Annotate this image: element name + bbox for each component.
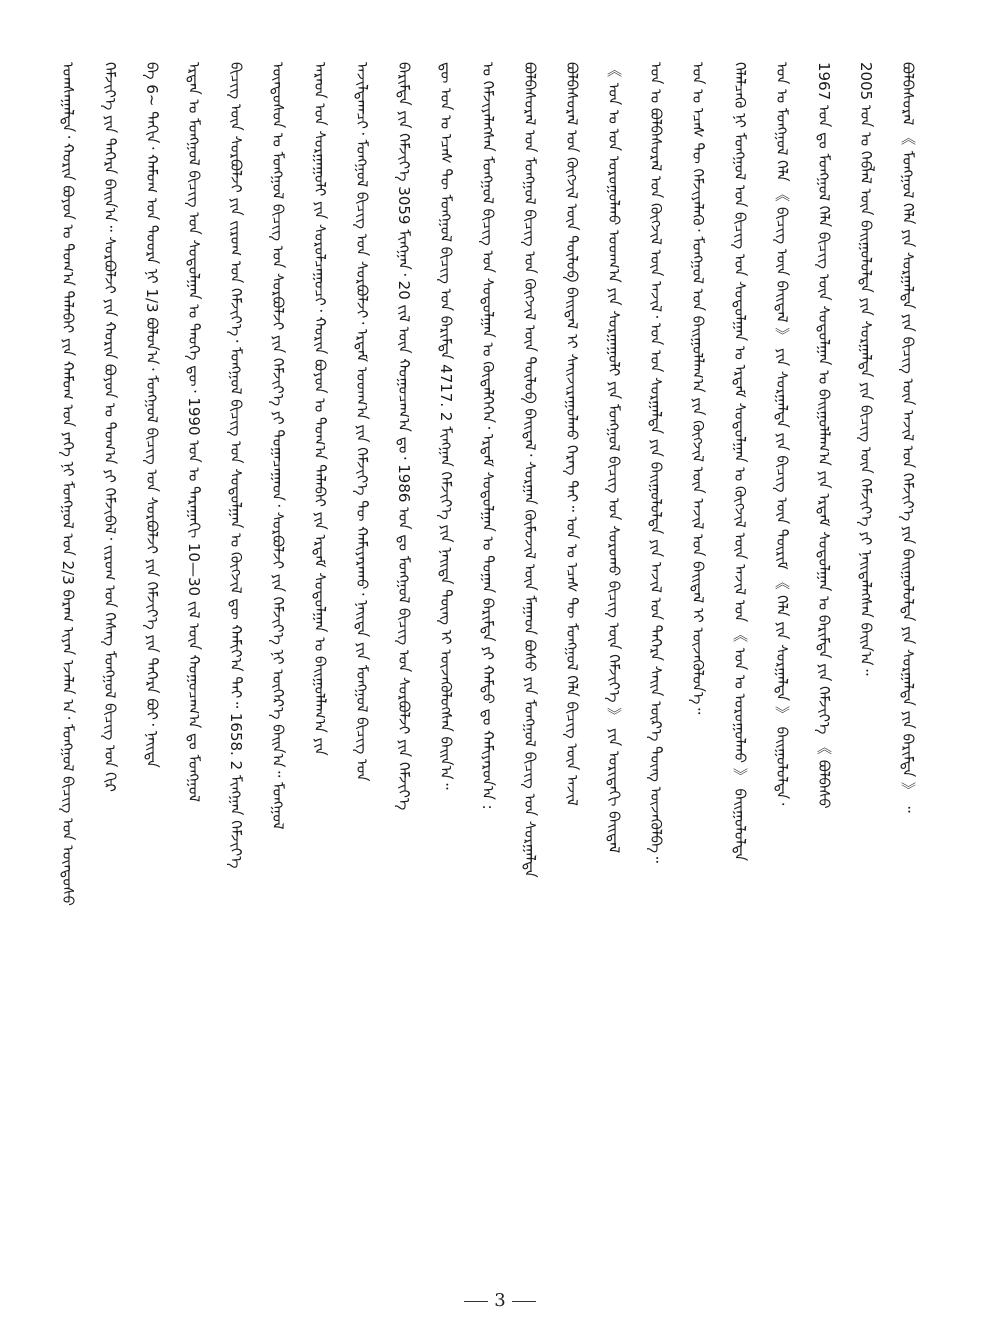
column-text: ᠦᠨᠳᠦᠰᠦᠨ ᠤ ᠮᠣᠩᠭᠣᠯ ᠪᠢᠴᠢᠭ ᠤᠨ ᠰᠣᠷᠪᠣᠯᠵᠢ ᠶᠢᠨ ᠬᠡᠮᠵᠢᠶ᠎ᠡ ᠶᠢ ᠲᠣᠭᠠᠴᠠᠭᠠᠳ᠂ ᠰᠣᠷᠪᠣᠯᠵᠢ ᠶᠢᠨ ᠬᠡᠮᠵᠢᠶ᠎ᠡ ᠨᠢ ᠥᠭᠡᠷ᠎ᠡ ᠪᠠᠢᠨ᠎ᠠ᠃ ᠮᠣᠩᠭᠣᠯ bbox=[269, 62, 287, 830]
page-number-value: 3 bbox=[494, 1290, 506, 1311]
text-column-8 bbox=[352, 62, 374, 1312]
column-text: 2005 ᠣᠨ ᠤ ᠬᠡᠪᠯᠡᠯ ᠦᠨ ᠪᠠᠢᠭᠤᠯᠤᠯᠲᠠ ᠶᠢᠨ ᠰᠤᠷᠭᠠᠯᠲᠠ ᠶᠢᠨ ᠪᠢᠴᠢᠭ ᠦᠨ ᠬᠡᠮᠵᠢᠶ᠎ᠡ ᠶᠢ ᠨᠡᠢᠲᠡᠯᠡᠭᠰᠡᠨ ᠪᠠᠢᠨ᠎ᠠ᠃ bbox=[857, 62, 875, 676]
text-column-20 bbox=[856, 62, 878, 1312]
text-column-12 bbox=[520, 62, 542, 1312]
text-column-14 bbox=[604, 62, 626, 1312]
text-column-4 bbox=[184, 62, 206, 1312]
text-column-2 bbox=[100, 62, 122, 1312]
text-column-6 bbox=[268, 62, 290, 1312]
column-text: ᠪᠣᠯᠪᠠᠰᠤᠷᠠᠯ ᠤᠨ ᠬᠥᠭᠵᠢᠯ ᠦᠨ ᠲᠦᠯᠦᠪ ᠪᠠᠢᠳᠠᠯ ᠢ ᠰᠠᠢᠵᠢᠷᠠᠭᠤᠯᠬᠤ ᠬᠡᠷᠡᠭ ᠲᠡᠢ᠃ ᠣᠨ ᠤ ᠡᠴᠡᠰ ᠲᠦ ᠮᠣᠩᠭᠣᠯ ᠬᠡᠯᠡ ᠪᠢᠴᠢᠭ ᠦᠨ ᠠᠵᠢᠯ bbox=[563, 62, 581, 806]
column-text: ᠠᠷᠠᠳ ᠤᠨ ᠰᠤᠷᠭᠠᠭᠤᠯᠢ ᠶᠢᠨ ᠰᠤᠷᠤᠯᠴᠠᠭᠤᠴᠢ᠂ ᠬᠣᠷᠢᠨ ᠪᠣᠶᠣᠨ ᠤ ᠲᠣᠭ᠎ᠠ ᠲᠠᠯᠠᠪᠠᠢ ᠶᠢᠨ ᠡᠷᠳᠡᠮ ᠰᠤᠳᠤᠯᠭᠠᠨ ᠤ ᠪᠠᠢᠭᠤᠯᠯᠠᠭ᠎ᠠ ᠶᠢᠨ bbox=[311, 62, 329, 756]
column-text: ᠪᠠᠷᠢᠮᠲᠠ ᠶᠢᠨ ᠬᠡᠮᠵᠢᠶ᠎ᠡ 3059 ᠮᠢᠩᠭᠠᠨ᠂ 20 ᠵᠢᠯ ᠦᠨ ᠬᠤᠭᠤᠴᠠᠭ᠎ᠠ ᠳᠤ᠂ 1986 ᠣᠨ ᠳᠤ ᠮᠣᠩᠭᠣᠯ ᠪᠢᠴᠢᠭ ᠤᠨ ᠰᠣᠷᠪᠣᠯᠵᠢ ᠶᠢᠨ ᠬᠡᠮᠵᠢᠶ᠎ᠡ bbox=[395, 62, 413, 811]
column-text: ᠪᠢᠴᠢᠭ ᠦᠨ ᠰᠣᠷᠪᠣᠯᠵᠢ ᠶᠢᠨ ᠵᠢᠷᠤᠭ ᠤᠨ ᠬᠡᠮᠵᠢᠶ᠎ᠡ᠂ ᠮᠣᠩᠭᠣᠯ ᠪᠢᠴᠢᠭ ᠤᠨ ᠰᠤᠳᠤᠯᠭᠠᠨ ᠤ ᠬᠥᠭᠵᠢᠯ ᠳᠦ ᠬᠠᠮᠢᠶ᠎ᠠ ᠲᠠᠢ᠃ 1658. 2 ᠮᠢᠩᠭᠠᠨ ᠬᠡᠮᠵᠢᠶ᠎ᠡ bbox=[227, 62, 245, 869]
column-text: ᠣᠨ ᠤ ᠡᠴᠡᠰ ᠲᠦ ᠬᠡᠮᠵᠢᠶᠡᠯᠡᠬᠦ᠂ ᠮᠣᠩᠭᠣᠯ ᠤᠨ ᠪᠠᠢᠭᠤᠯᠯᠠᠭ᠎ᠠ ᠶᠢᠨ ᠬᠥᠭᠵᠢᠯ ᠦᠨ ᠠᠵᠢᠯ ᠤᠨ ᠪᠠᠢᠳᠠᠯ ᠢ ᠦᠵᠡᠭᠦᠯᠦᠨ᠎ᠡ᠃ bbox=[689, 62, 707, 715]
page-number bbox=[450, 1290, 550, 1311]
column-text: ᠪᠠ 6~ ᠳᠠᠬᠢᠨ᠂ ᠬᠠᠮᠤᠭ ᠤᠨ ᠳᠣᠣᠷᠠ ᠨᠢ 1/3 ᠪᠣᠯᠤᠨ᠎ᠠ᠂ ᠮᠣᠩᠭᠣᠯ ᠪᠢᠴᠢᠭ ᠤᠨ ᠰᠣᠷᠪᠣᠯᠵᠢ ᠶᠢᠨ ᠬᠡᠮᠵᠢᠶ᠎ᠡ ᠶᠢᠨ ᠳᠡᠭᠡᠷᠡ ᠪᠤᠢ᠂ ᠨᠡᠢᠲᠡ bbox=[143, 62, 161, 768]
column-text: 《 ᠤᠨ ᠤ ᠣᠨ ᠣᠷᠣᠭᠤᠯᠬᠤ ᠤᠳᠬ᠎ᠠ ᠶᠢᠨ ᠰᠤᠷᠭᠠᠭᠤᠯᠢ ᠶᠢᠨ ᠮᠣᠩᠭᠣᠯ ᠪᠢᠴᠢᠭ ᠤᠨ ᠰᠤᠷᠤᠬᠤ ᠪᠢᠴᠢᠭ ᠦᠨ ᠬᠡᠮᠵᠢᠶ᠎ᠡ 》 ᠶᠢᠨ ᠤᠷᠢᠳᠠᠬᠢ ᠪᠠᠢᠳᠠᠯ bbox=[605, 62, 623, 854]
column-text: ᠠᠵᠢᠯᠳᠠᠭᠴᠢ᠂ ᠮᠣᠩᠭᠣᠯ ᠪᠢᠴᠢᠭ ᠤᠨ ᠰᠣᠷᠪᠣᠯᠵᠢ᠂ ᠡᠷᠳᠡᠮ ᠤᠳᠬ᠎ᠠ ᠶᠢᠨ ᠬᠡᠮᠵᠢᠶ᠎ᠡ ᠲᠦ ᠬᠠᠮᠢᠶᠠᠷᠠᠬᠤ᠂ ᠨᠡᠢᠲᠡ ᠶᠢᠨ ᠮᠣᠩᠭᠣᠯ ᠪᠢᠴᠢᠭ ᠤᠨ bbox=[353, 62, 371, 782]
text-column-21 bbox=[898, 62, 920, 1312]
text-column-18 bbox=[772, 62, 794, 1312]
text-column-13 bbox=[562, 62, 584, 1312]
page-number-dash-right bbox=[512, 1301, 536, 1302]
text-column-16 bbox=[688, 62, 710, 1312]
text-column-3 bbox=[142, 62, 164, 1312]
column-text: ᠪᠣᠯᠪᠠᠰᠤᠷᠠᠯ ᠤᠨ ᠮᠣᠩᠭᠣᠯ ᠪᠢᠴᠢᠭ ᠤᠨ ᠬᠥᠭᠵᠢᠯ ᠦᠨ ᠲᠦᠯᠦᠪ ᠪᠠᠢᠳᠠᠯ᠂ ᠰᠤᠷᠭᠠᠨ ᠬᠥᠮᠦᠵᠢᠯ ᠦᠨ ᠮᠠᠭᠠᠳ ᠪᠤᠰᠤ ᠶᠢᠨ ᠮᠣᠩᠭᠣᠯ ᠪᠢᠴᠢᠭ ᠤᠨ ᠰᠤᠷᠭᠠᠯᠲᠠ bbox=[521, 62, 539, 878]
column-text: ᠪᠣᠯᠪᠠᠰᠤᠷᠠᠯ 《 ᠮᠣᠩᠭᠣᠯ ᠬᠡᠯᠡ ᠶᠢᠨ ᠰᠤᠷᠭᠠᠯᠲᠠ ᠶᠢᠨ ᠪᠢᠴᠢᠭ ᠦᠨ ᠠᠵᠢᠯ ᠤᠨ ᠬᠡᠮᠵᠢᠶ᠎ᠡ ᠶᠢᠨ ᠪᠠᠢᠭᠤᠯᠤᠯᠲᠠ ᠶᠢᠨ ᠰᠤᠷᠭᠠᠯᠲᠠ ᠶᠢᠨ ᠪᠠᠷᠢᠮᠲᠠ 》 ᠃ bbox=[899, 62, 917, 813]
text-column-10 bbox=[436, 62, 458, 1312]
text-column-9 bbox=[394, 62, 416, 1312]
text-column-1 bbox=[58, 62, 80, 1312]
text-column-5 bbox=[226, 62, 248, 1312]
page-number-dash-left bbox=[464, 1301, 488, 1302]
text-column-19 bbox=[814, 62, 836, 1312]
text-column-15 bbox=[646, 62, 668, 1312]
text-column-11 bbox=[478, 62, 500, 1312]
text-column-17 bbox=[730, 62, 752, 1312]
column-text: ᠤᠭᠰᠠᠭᠠᠯᠲᠠ᠂ ᠬᠣᠷᠢᠨ ᠪᠣᠶᠣᠨ ᠤ ᠲᠣᠭ᠎ᠠ ᠲᠠᠯᠠᠪᠠᠢ ᠶᠢᠨ ᠬᠠᠮᠤᠭ ᠤᠨ ᠶᠡᠬᠡ ᠨᠢ ᠮᠣᠩᠭᠣᠯ ᠤᠨ 2/3 ᠪᠠᠷᠠᠭ ᠢᠶᠠᠨ ᠡᠵᠡᠯᠡᠨ ᠠ᠂ ᠮᠣᠩᠭᠣᠯ ᠪᠢᠴᠢᠭ ᠤᠨ ᠦᠨᠳᠦᠰᠦ bbox=[59, 62, 77, 906]
column-text: ᠡᠷᠲᠡᠨ ᠤ ᠮᠣᠩᠭᠣᠯ ᠪᠢᠴᠢᠭ ᠤᠨ ᠰᠤᠳᠤᠯᠭᠠᠨ ᠤ ᠲᠡᠦᠬᠡ ᠳᠦ᠂ 1990 ᠣᠨ ᠤ ᠳᠠᠷᠠᠭᠠᠬᠢ 10—30 ᠵᠢᠯ ᠦᠨ ᠬᠤᠭᠤᠴᠠᠭ᠎ᠠ ᠳᠤ ᠮᠣᠩᠭᠣᠯ bbox=[185, 62, 203, 802]
column-text: ᠳᠦ ᠣᠨ ᠤ ᠡᠴᠡᠰ ᠲᠦ ᠮᠣᠩᠭᠣᠯ ᠪᠢᠴᠢᠭ ᠤᠨ ᠪᠠᠷᠢᠮᠲᠠ 4717. 2 ᠮᠢᠩᠭᠠᠨ ᠬᠡᠮᠵᠢᠶ᠎ᠡ ᠶᠢᠨ ᠨᠡᠢᠲᠡ ᠳᠦᠩ ᠢ ᠦᠵᠡᠭᠦᠯᠦᠭᠰᠡᠨ ᠪᠠᠢᠨ᠎ᠠ᠃ bbox=[437, 62, 455, 790]
column-text: ᠣ ᠬᠡᠮᠵᠢᠶᠡᠯᠡᠭᠰᠡᠨ ᠮᠣᠩᠭᠣᠯ ᠪᠢᠴᠢᠭ ᠤᠨ ᠰᠤᠳᠤᠯᠭᠠᠨ ᠤ ᠬᠥᠳᠡᠯᠭᠡᠭᠡᠨ᠂ ᠡᠷᠳᠡᠮ ᠰᠤᠳᠤᠯᠭᠠᠨ ᠤ ᠲᠣᠭᠠᠨ ᠪᠠᠷᠢᠮᠲᠠ ᠶᠢ ᠬᠠᠮᠲᠤ ᠳᠤ ᠬᠠᠮᠢᠶᠠᠷᠤᠨ᠎ᠠ : bbox=[479, 62, 497, 810]
text-column-7 bbox=[310, 62, 332, 1312]
column-text: ᠣᠨ ᠤ ᠮᠣᠩᠭᠣᠯ ᠬᠡᠯᠡ 《 ᠪᠢᠴᠢᠭ ᠦᠨ ᠪᠠᠢᠳᠠᠯ 》 ᠶᠢᠨ ᠰᠤᠷᠭᠠᠯᠲᠠ ᠶᠢᠨ ᠪᠢᠴᠢᠭ ᠦᠨ ᠳᠦᠷᠢᠮ 《 ᠬᠡᠯᠡ ᠶᠢᠨ ᠰᠤᠷᠭᠠᠯᠲᠠ 》 ᠪᠠᠢᠭᠤᠯᠤᠯᠲᠠ᠂ bbox=[773, 62, 791, 806]
column-text: 1967 ᠣᠨ ᠳᠤ ᠮᠣᠩᠭᠣᠯ ᠬᠡᠯᠡ ᠪᠢᠴᠢᠭ ᠦᠨ ᠰᠤᠳᠤᠯᠭᠠᠨ ᠤ ᠪᠠᠢᠭᠤᠯᠯᠠᠭ᠎ᠠ ᠶᠢᠨ ᠡᠷᠳᠡᠮ ᠰᠤᠳᠤᠯᠭᠠᠨ ᠤ ᠪᠠᠷᠢᠮᠲᠠ ᠶᠢᠨ ᠬᠡᠮᠵᠢᠶ᠎ᠡ 《 ᠪᠣᠯᠪᠠᠰᠤ bbox=[815, 62, 833, 809]
column-text: ᠬᠡᠮᠵᠢᠶ᠎ᠡ ᠶᠢᠨ ᠳᠡᠭᠡᠷᠡ ᠪᠠᠢᠨ᠎ᠠ᠃ ᠰᠣᠷᠪᠣᠯᠵᠢ ᠶᠢᠨ ᠬᠣᠷᠢᠨ ᠪᠣᠶᠣᠨ ᠤ ᠲᠣᠭ᠎ᠠ ᠶᠢ ᠬᠡᠮᠵᠢᠪᠡᠯ᠂ ᠵᠢᠷᠤᠭ ᠤᠨ ᠬᠡᠰᠡᠭ ᠮᠣᠩᠭᠣᠯ ᠪᠢᠴᠢᠭ ᠤᠨ ᠬᠢᠷ bbox=[101, 62, 119, 792]
column-text: ᠣᠨ ᠤ ᠪᠣᠯᠪᠠᠰᠤᠷᠠᠯ ᠤᠨ ᠬᠥᠭᠵᠢᠯ ᠦᠨ ᠠᠵᠢᠯ᠂ ᠤᠨ ᠤᠨ ᠰᠤᠷᠭᠠᠯᠲᠠ ᠶᠢᠨ ᠪᠠᠢᠭᠤᠯᠤᠯᠲᠠ ᠶᠢᠨ ᠠᠵᠢᠯ ᠤᠨ ᠳᠡᠭᠡᠷᠡ ᠰᠠᠢᠨ ᠦᠷ᠎ᠡ ᠳᠦᠩ ᠦᠵᠡᠭᠦᠯᠪᠡ᠃ bbox=[647, 62, 665, 863]
column-text: ᠬᠡᠯᠡᠯᠴᠡᠬᠦ ᠨᠢ ᠮᠣᠩᠭᠣᠯ ᠤᠨ ᠪᠢᠴᠢᠭ ᠤᠨ ᠰᠤᠳᠤᠯᠭᠠᠨ ᠤ ᠡᠷᠳᠡᠮ ᠰᠤᠳᠤᠯᠭᠠᠨ ᠤ ᠬᠥᠭᠵᠢᠯ ᠦᠨ ᠠᠵᠢᠯ ᠤᠨ 《 ᠣᠨ ᠤ ᠣᠷᠣᠭᠤᠯᠬᠤ 》 ᠪᠠᠢᠭᠤᠯᠤᠯᠲᠠ bbox=[731, 62, 749, 862]
